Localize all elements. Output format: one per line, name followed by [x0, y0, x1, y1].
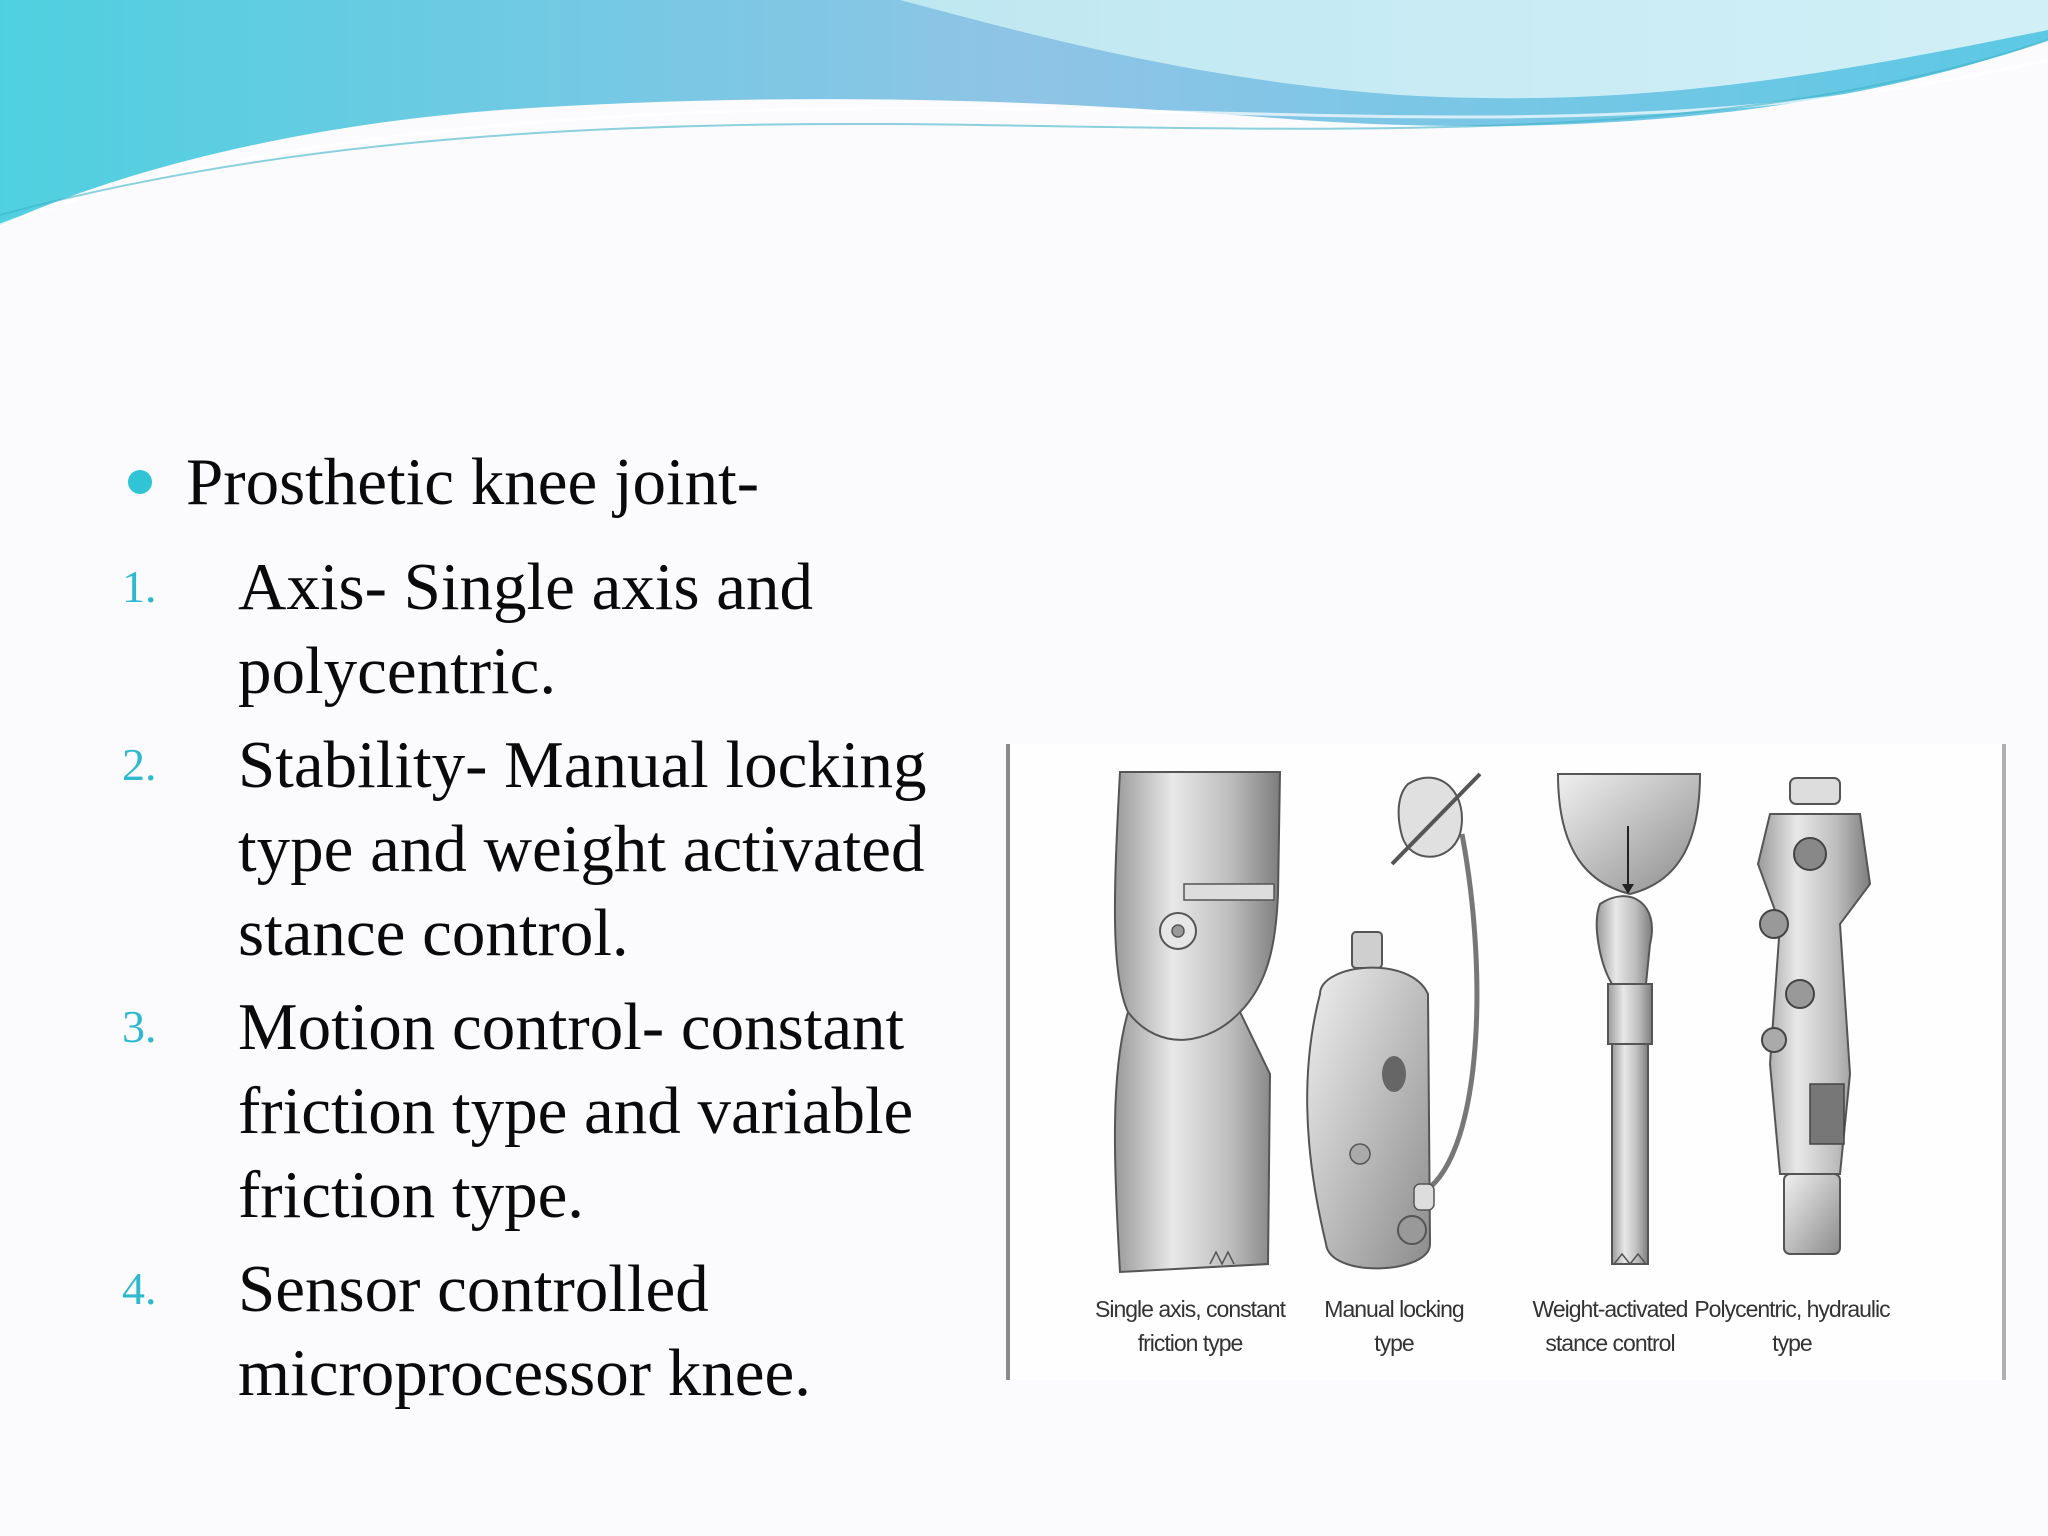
- caption-polycentric: [1692, 1292, 1892, 1360]
- list-number: 1.: [122, 561, 157, 612]
- caption-line: type: [1772, 1330, 1812, 1356]
- list-number: 2.: [122, 739, 157, 790]
- list-line: Stability- Manual locking: [238, 728, 927, 802]
- list-number: 3.: [122, 1001, 157, 1052]
- main-bullet-text: Prosthetic knee joint-: [186, 445, 760, 519]
- caption-single-axis: [1090, 1292, 1290, 1360]
- list-line: microprocessor knee.: [238, 1336, 812, 1410]
- single-axis-knee-icon: [1115, 772, 1280, 1272]
- list-line: Axis- Single axis and: [238, 550, 814, 624]
- polycentric-hydraulic-knee-icon: [1758, 778, 1870, 1254]
- manual-locking-knee-icon: [1307, 774, 1480, 1268]
- main-bullet: [128, 440, 759, 524]
- caption-line: Weight-activated: [1532, 1296, 1688, 1322]
- list-line: Sensor controlled: [238, 1252, 709, 1326]
- caption-line: Single axis, constant: [1095, 1296, 1285, 1322]
- caption-line: stance control: [1545, 1330, 1675, 1356]
- list-line: polycentric.: [238, 634, 557, 708]
- knee-types-figure: [1006, 744, 2006, 1380]
- caption-line: Manual locking: [1324, 1296, 1464, 1322]
- caption-line: Polycentric, hydraulic: [1694, 1296, 1890, 1322]
- list-number: 4.: [122, 1263, 157, 1314]
- knee-illustrations: [1010, 744, 2002, 1292]
- list-line: stance control.: [238, 896, 629, 970]
- caption-weight-activated: [1510, 1292, 1710, 1360]
- list-line: type and weight activated: [238, 812, 925, 886]
- caption-line: friction type: [1137, 1330, 1243, 1356]
- caption-manual-locking: [1294, 1292, 1494, 1360]
- caption-line: type: [1374, 1330, 1414, 1356]
- list-line: friction type and variable: [238, 1074, 914, 1148]
- list-line: Motion control- constant: [238, 990, 905, 1064]
- bullet-dot-icon: [128, 470, 152, 494]
- weight-activated-knee-icon: [1558, 774, 1700, 1264]
- list-line: friction type.: [238, 1158, 585, 1232]
